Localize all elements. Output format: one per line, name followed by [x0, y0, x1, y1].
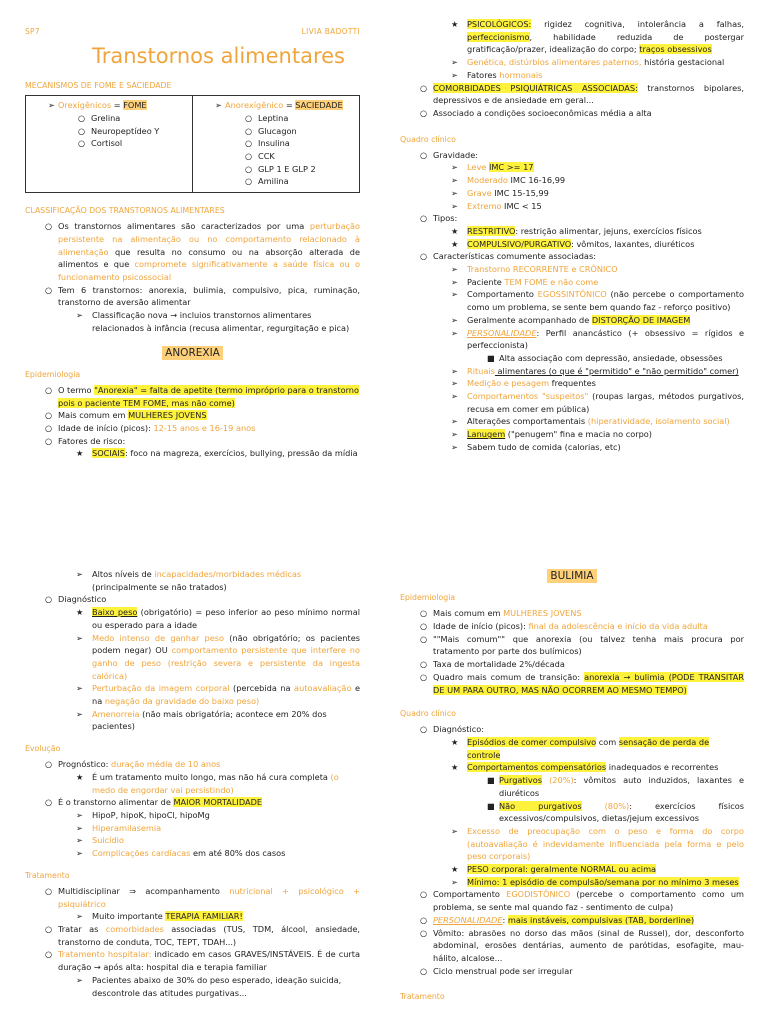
list-item: ➢ Genética, distúrbios alimentares paternos, história gestacional — [451, 57, 725, 68]
list-item: ○ Multidisciplinar ⇒ acompanhamento nutricional + psicológico + psiquiátrico — [45, 885, 360, 909]
list-item: ○ Insulina — [245, 138, 290, 149]
list-item: ★ RESTRITIVO: restrição alimentar, jejuns, exercícios físicos — [451, 225, 702, 236]
list-item: ➢ Extremo IMC < 15 — [451, 200, 542, 211]
list-item: ★ COMPULSIVO/PURGATIVO: vômitos, laxantes, diuréticos — [451, 238, 695, 249]
section-heading-classificacao: CLASSIFICAÇÃO DOS TRANSTORNOS ALIMENTARES — [25, 206, 225, 216]
list-item: ➢ Perturbação da imagem corporal (percebida na autoavaliação e na negação da gravidade do baixo peso) — [76, 683, 360, 707]
list-item: ○ CCK — [245, 151, 275, 162]
list-item: ➢ Fatores hormonais — [451, 69, 543, 80]
list-item: ○ Neuropeptídeo Y — [78, 125, 160, 136]
list-item: ○ O termo "Anorexia" = falta de apetite (termo impróprio para o transtorno pois o paciente TEM FOME, mas não come) — [45, 384, 359, 408]
page-4 — [384, 512, 768, 1024]
list-item: ➢ Complicações cardíacas em até 80% dos casos — [76, 848, 286, 859]
list-item: ○ ""Mais comum"" que anorexia (ou talvez tenha mais procura por tratamento por parte dos bulímicos) — [420, 633, 744, 657]
section-heading-quadro-clinico: Quadro clínico — [400, 709, 456, 719]
list-item: ○ Ciclo menstrual pode ser irregular — [420, 965, 573, 976]
list-item: ➢ Sabem tudo de comida (calorias, etc) — [451, 441, 621, 452]
list-item: ○ Os transtornos alimentares são caracterizados por uma perturbação persistente na alimentação ou no comportamento relacionado à alimentação que resulta no consumo ou na absorção alterada de alimentos e que compromete significativamente a saúde física ou o funcionamento psicossocial — [45, 221, 361, 283]
list-item: ➢ Medição e pesagem frequentes — [451, 378, 596, 389]
list-item: ○ Tratar as comorbidades associadas (TUS, TDM, álcool, ansiedade, transtorno de conduta, TOC, TEPT, TDAH...) — [45, 924, 360, 947]
list-item: ★ Episódios de comer compulsivo com sensação de perda de controle — [451, 737, 710, 760]
list-item: ➢ Excesso de preocupação com o peso e forma do corpo (autoavaliação é indevidamente influenciada pela forma e pelo peso corporais) — [451, 825, 744, 862]
list-item: ○ Vômito: abrasões no dorso das mãos (sinal de Russel), dor, desconforto abdominal, erosões dentárias, aumento de parótidas, esofagite, mau-hálito, alcalose... — [420, 927, 744, 963]
section-heading-mecanismos: MECANISMOS DE FOME E SACIEDADE — [25, 81, 172, 91]
list-item: ■ Alta associação com depressão, ansiedade, obsessões — [487, 352, 723, 363]
page-2 — [384, 0, 768, 512]
list-item: ○ COMORBIDADES PSIQUIÁTRICAS ASSOCIADAS: transtornos bipolares, depressivos e de ansiedade em geral... — [420, 82, 744, 106]
list-item: ○ Associado a condições socioeconômicas média a alta — [420, 107, 652, 118]
list-item: ★ Comportamentos compensatórios inadequados e recorrentes — [451, 762, 719, 773]
list-item: ○ Leptina — [245, 112, 289, 123]
list-item: ➢ Pacientes abaixo de 30% do peso esperado, ideação suicida, descontrole das atitudes purgativas... — [76, 974, 342, 998]
list-item: ➢ Anorexígênico = SACIEDADE — [215, 100, 343, 111]
list-item: ➢ Geralmente acompanhado de DISTORÇÃO DE IMAGEM — [451, 314, 691, 325]
page-title: Transtornos alimentares — [92, 43, 345, 68]
list-item: ■ Purgativos (20%): vômitos auto induzidos, laxantes e diuréticos — [487, 775, 744, 798]
list-item: ➢ Moderado IMC 16-16,99 — [451, 175, 566, 186]
list-item: ➢ Rituais alimentares (o que é "permitido" e "não permitido" comer) — [451, 365, 739, 376]
section-heading-quadro-clinico: Quadro clínico — [400, 134, 456, 144]
list-item: ○ Características comumente associadas: — [420, 251, 596, 262]
list-item: ➢ Medo intenso de ganhar peso (não obrigatório; os pacientes podem negar) OU comportamento persistente que interfere no ganho de peso (restrição severa e persistente da ingesta calórica) — [76, 632, 360, 681]
page-3 — [0, 512, 384, 1024]
list-item: ○ Amilina — [245, 176, 289, 187]
list-item: ○ Idade de início (picos): 12-15 anos e 16-19 anos — [45, 423, 256, 434]
bulimia-heading: BULIMIA — [400, 568, 744, 584]
list-item: ➢ Muito importante TERAPIA FAMILIAR! — [76, 911, 243, 922]
list-item: ➢ PERSONALIDADE: Perfil anancástico (+ obsessivo = rígidos e perfeccionista) — [451, 327, 744, 351]
section-heading-evolucao: Evolução — [25, 744, 61, 754]
section-heading-tratamento: Tratamento — [400, 992, 445, 1002]
section-heading-epidemiologia: Epidemiologia — [25, 369, 81, 379]
list-item: ➢ Altos níveis de incapacidades/morbidades médicas (principalmente se não tratados) — [76, 569, 302, 592]
anorexigenicos-column — [192, 96, 359, 192]
list-item: ➢ Lanugem ("penugem" fina e macia no corpo) — [451, 429, 652, 440]
list-item: ■ Não purgativos (80%): exercícios físicos excessivos/compulsivos, dietas/jejum excessivos — [487, 800, 744, 824]
list-item: ➢ Mínimo: 1 episódio de compulsão/semana por no mínimo 3 meses — [451, 876, 739, 887]
mecanismos-table — [25, 95, 360, 193]
page-1 — [0, 0, 384, 512]
list-item: ➢ Transtorno RECORRENTE e CRÔNICO — [451, 264, 618, 275]
list-item: ★ É um tratamento muito longo, mas não há cura completa (o medo de engordar vai persistindo) — [76, 771, 339, 795]
list-item: ➢ Suicídio — [76, 835, 124, 846]
section-heading-epidemiologia: Epidemiologia — [400, 593, 456, 603]
list-item: ○ GLP 1 E GLP 2 — [245, 163, 316, 174]
list-item: ➢ Comportamento EGOSSINTÔNICO (não percebe o comportamento como um problema, se sente bem quando faz - reforço positivo) — [451, 289, 744, 313]
list-item: ○ Mais comum em MULHERES JOVENS — [45, 410, 207, 421]
list-item: ○ PERSONALIDADE: mais instáveis, compulsivas (TAB, borderline) — [420, 914, 695, 925]
list-item: ○ Taxa de mortalidade 2%/década — [420, 659, 565, 670]
page-header — [25, 26, 360, 38]
list-item: ○ Tipos: — [420, 213, 458, 224]
list-item: ○ Cortisol — [78, 138, 123, 149]
orexigenicos-column — [26, 96, 192, 192]
list-item: ○ Prognóstico: duração média de 10 anos — [45, 759, 221, 770]
list-item: ○ É o transtorno alimentar de MAIOR MORTALIDADE — [45, 797, 263, 808]
section-heading-tratamento: Tratamento — [25, 870, 70, 880]
list-item: ★ Baixo peso (obrigatório) = peso inferior ao peso mínimo normal ou esperado para a idade — [76, 607, 360, 630]
list-item: ○ Glucagon — [245, 125, 297, 136]
list-item: ➢ Alterações comportamentais (hiperatividade, isolamento social) — [451, 416, 730, 427]
list-item: ➢ Leve IMC >= 17 — [451, 162, 534, 173]
list-item: ★ PSICOLÓGICOS: rigidez cognitiva, intolerância a falhas, perfeccionismo, habilidade reduzida de postergar gratificação/prazer, idealização do corpo; traços obsessivos — [451, 19, 744, 55]
list-item: ➢ Paciente TEM FOME e não come — [451, 276, 599, 287]
list-item: ➢ HipoP, hipoK, hipoCl, hipoMg — [76, 810, 210, 821]
list-item: ➢ Comportamentos "suspeitos" (roupas largas, métodos purgativos, recusa em comer em pública) — [451, 391, 744, 414]
list-item: ○ Diagnóstico — [45, 594, 107, 605]
list-item: ○ Quadro mais comum de transição: anorexia → bulimia (PODE TRANSITAR DE UM PARA OUTRO, MAS NÃO OCORREM AO MESMO TEMPO) — [420, 671, 745, 695]
list-item: ○ Comportamento EGODISTÔNICO (percebe o comportamento como um problema, se sente mal quando faz - sentimento de culpa) — [420, 889, 744, 913]
header-left: SP7 — [25, 27, 40, 36]
list-item: ★ SOCIAIS: foco na magreza, exercícios, bullying, pressão da mídia — [76, 448, 358, 459]
header-right: LIVIA BADOTTI — [301, 27, 360, 36]
list-item: ○ Grelina — [78, 112, 121, 123]
list-item: ★ PESO corporal: geralmente NORMAL ou acima — [451, 864, 657, 875]
list-item: ○ Tratamento hospitalar: indicado em casos GRAVES/INSTÁVEIS. É de curta duração → após alta: hospital dia e terapia familiar — [45, 949, 360, 973]
list-item: ➢ Grave IMC 15-15,99 — [451, 187, 549, 198]
list-item: ➢ Amenorreia (não mais obrigatória; acontece em 20% dos pacientes) — [76, 708, 327, 732]
list-item: ○ Mais comum em MULHERES JOVENS — [420, 608, 582, 619]
list-item: ➢ Orexígênicos = FOME — [48, 100, 147, 111]
list-item: ➢ Classificação nova → incluios transtornos alimentares relacionados à infância (recusa alimentar, regurgitação e pica) — [76, 310, 350, 333]
list-item: ➢ Hiperamilasemia — [76, 822, 162, 833]
anorexia-heading: ANOREXIA — [25, 345, 360, 361]
list-item: ○ Fatores de risco: — [45, 435, 126, 446]
list-item: ○ Gravidade: — [420, 149, 479, 160]
list-item: ○ Tem 6 transtornos: anorexia, bulimia, compulsivo, pica, ruminação, transtorno de aversão alimentar — [45, 284, 360, 308]
list-item: ○ Diagnóstico: — [420, 724, 485, 735]
list-item: ○ Idade de início (picos): final da adolescência e início da vida adulta — [420, 621, 708, 632]
